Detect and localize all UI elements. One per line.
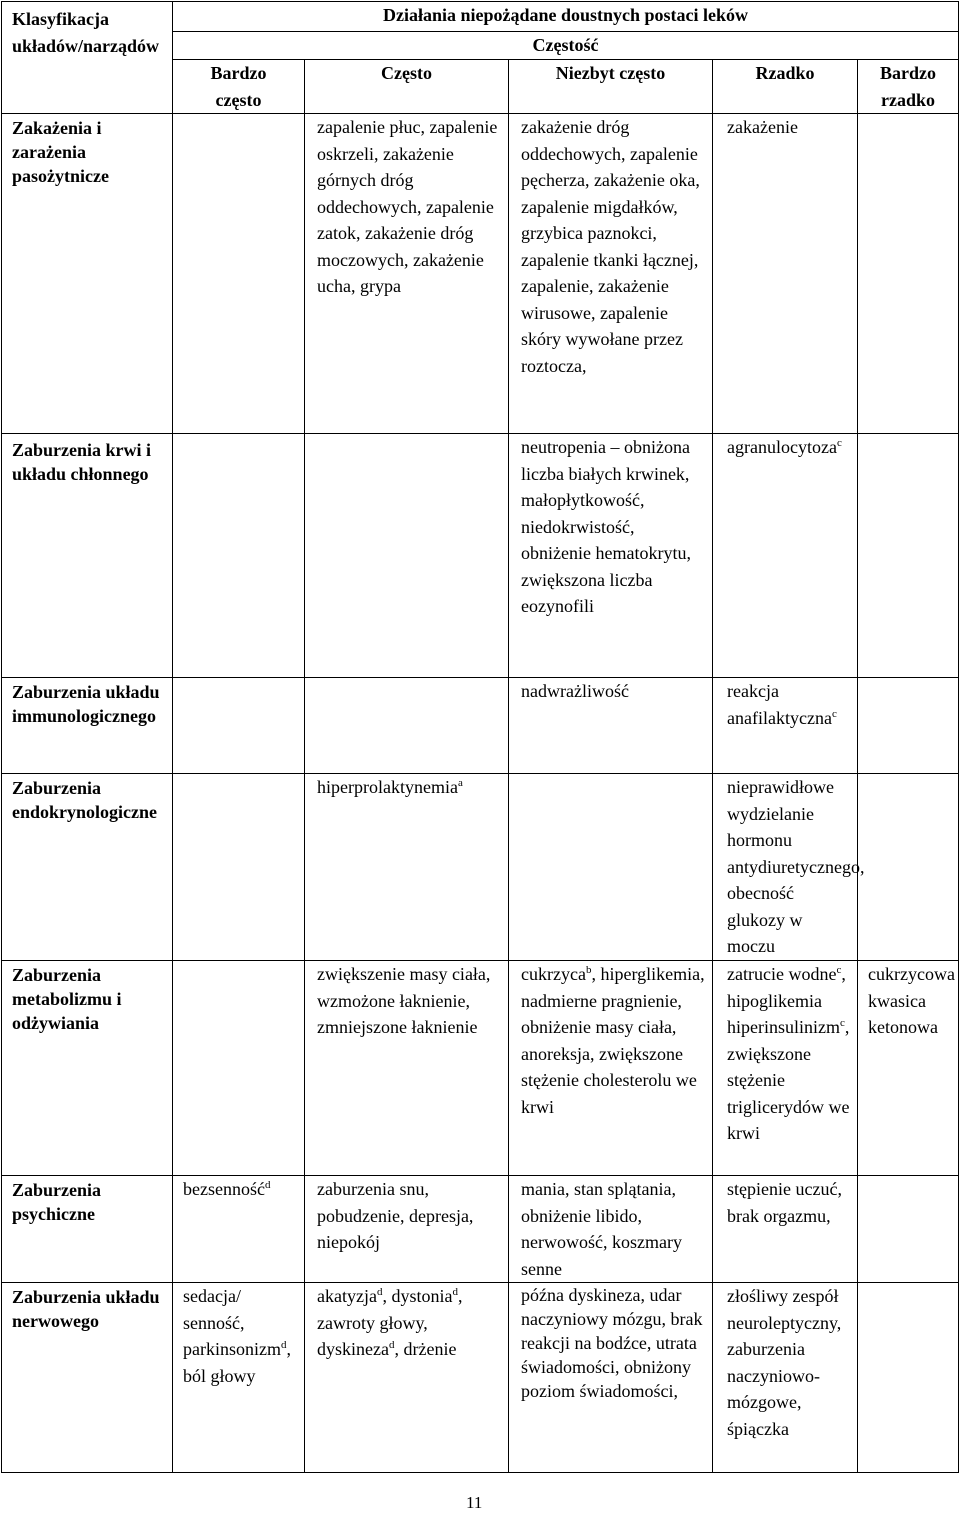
rzadko-cell: reakcja anafilaktyczna$^c$ bbox=[713, 678, 858, 774]
system-cell: Zaburzenia metabolizmu i odżywiania bbox=[2, 961, 173, 1176]
table-row bbox=[2, 774, 959, 961]
bardzo-rzadko-cell bbox=[858, 1176, 959, 1283]
system-cell: Zaburzenia krwi i układu chłonnego bbox=[2, 434, 173, 678]
class-header: Klasyfikacja układów/narządów bbox=[12, 9, 160, 56]
rzadko-cell: zatrucie wodne$^c$, hipoglikemia hiperinsulinizm$^c$, zwiększone stężenie triglicerydów we krwi bbox=[713, 961, 858, 1176]
czesto-cell: zwiększenie masy ciała, wzmożone łaknienie, zmniejszone łaknienie bbox=[305, 961, 509, 1176]
bardzo-czesto-cell: sedacja/ senność, parkinsonizm$^d$, ból głowy bbox=[173, 1283, 305, 1473]
bardzo-rzadko-cell bbox=[858, 774, 959, 961]
adverse-effects-table bbox=[1, 1, 959, 1473]
bardzo-rzadko-cell: cukrzycowa kwasica ketonowa bbox=[858, 961, 959, 1176]
table-row bbox=[2, 1283, 959, 1473]
col-header-czesto: Często bbox=[305, 60, 509, 114]
czesto-cell: zaburzenia snu, pobudzenie, depresja, niepokój bbox=[305, 1176, 509, 1283]
bardzo-czesto-cell bbox=[173, 961, 305, 1176]
niezbyt-czesto-cell: neutropenia – obniżona liczba białych krwinek, małopłytkowość, niedokrwistość, obniżenie hematokrytu, zwiększona liczba eozynofili bbox=[509, 434, 713, 678]
czesto-cell: hiperprolaktynemia$^a$ bbox=[305, 774, 509, 961]
rzadko-cell: złośliwy zespół neuroleptyczny, zaburzenia naczyniowo-mózgowe, śpiączka bbox=[713, 1283, 858, 1473]
niezbyt-czesto-cell: nadwrażliwość bbox=[509, 678, 713, 774]
niezbyt-czesto-cell bbox=[509, 774, 713, 961]
czesto-cell bbox=[305, 678, 509, 774]
rzadko-cell: stępienie uczuć, brak orgazmu, bbox=[713, 1176, 858, 1283]
bardzo-czesto-cell: bezsenność$^d$ bbox=[173, 1176, 305, 1283]
niezbyt-czesto-cell: mania, stan splątania, obniżenie libido, nerwowość, koszmary senne bbox=[509, 1176, 713, 1283]
bardzo-czesto-cell bbox=[173, 434, 305, 678]
col-header-bardzo-rzadko: Bardzo rzadko bbox=[858, 60, 959, 114]
bardzo-rzadko-cell bbox=[858, 678, 959, 774]
table-row bbox=[2, 434, 959, 678]
niezbyt-czesto-cell: cukrzyca$^b$, hiperglikemia, nadmierne pragnienie, obniżenie masy ciała, anoreksja, zwiększone stężenie cholesterolu we krwi bbox=[509, 961, 713, 1176]
col-header-bardzo-czesto: Bardzo często bbox=[173, 60, 305, 114]
system-cell: Zaburzenia układu immunologicznego bbox=[2, 678, 173, 774]
system-cell: Zaburzenia układu nerwowego bbox=[2, 1283, 173, 1473]
bardzo-czesto-cell bbox=[173, 774, 305, 961]
czesto-cell: zapalenie płuc, zapalenie oskrzeli, zakażenie górnych dróg oddechowych, zapalenie zatok, zakażenie dróg moczowych, zakażenie ucha, grypa bbox=[305, 114, 509, 434]
table-title-cell bbox=[173, 2, 959, 32]
czesto-cell: akatyzja$^d$, dystonia$^d$, zawroty głowy, dyskineza$^d$, drżenie bbox=[305, 1283, 509, 1473]
table-row bbox=[2, 114, 959, 434]
czesto-cell bbox=[305, 434, 509, 678]
niezbyt-czesto-cell: zakażenie dróg oddechowych, zapalenie pęcherza, zakażenie oka, zapalenie migdałków, grzybica paznokci, zapalenie tkanki łącznej, zapalenie, zakażenie wirusowe, zapalenie skóry wywołane przez roztocza, bbox=[509, 114, 713, 434]
col-header-niezbyt-czesto: Niezbyt często bbox=[509, 60, 713, 114]
rzadko-cell: nieprawidłowe wydzielanie hormonu antydiuretycznego, obecność glukozy w moczu bbox=[713, 774, 858, 961]
system-cell: Zaburzenia endokrynologiczne bbox=[2, 774, 173, 961]
system-cell: Zakażenia i zarażenia pasożytnicze bbox=[2, 114, 173, 434]
class-header-cell bbox=[2, 2, 173, 114]
rzadko-cell: zakażenie bbox=[713, 114, 858, 434]
table-row bbox=[2, 961, 959, 1176]
col-header-rzadko: Rzadko bbox=[713, 60, 858, 114]
niezbyt-czesto-cell: późna dyskineza, udar naczyniowy mózgu, brak reakcji na bodźce, utrata świadomości, obniżony poziom świadomości, bbox=[509, 1283, 713, 1473]
bardzo-rzadko-cell bbox=[858, 434, 959, 678]
frequency-header-cell bbox=[173, 32, 959, 60]
frequency-header: Częstość bbox=[532, 35, 599, 55]
table-row bbox=[2, 1176, 959, 1283]
bardzo-rzadko-cell bbox=[858, 1283, 959, 1473]
bardzo-czesto-cell bbox=[173, 678, 305, 774]
bardzo-rzadko-cell bbox=[858, 114, 959, 434]
table-title: Działania niepożądane doustnych postaci leków bbox=[382, 5, 749, 25]
page-number: 11 bbox=[466, 1493, 483, 1512]
system-cell: Zaburzenia psychiczne bbox=[2, 1176, 173, 1283]
table-row bbox=[2, 678, 959, 774]
rzadko-cell: agranulocytoza$^c$ bbox=[713, 434, 858, 678]
bardzo-czesto-cell bbox=[173, 114, 305, 434]
